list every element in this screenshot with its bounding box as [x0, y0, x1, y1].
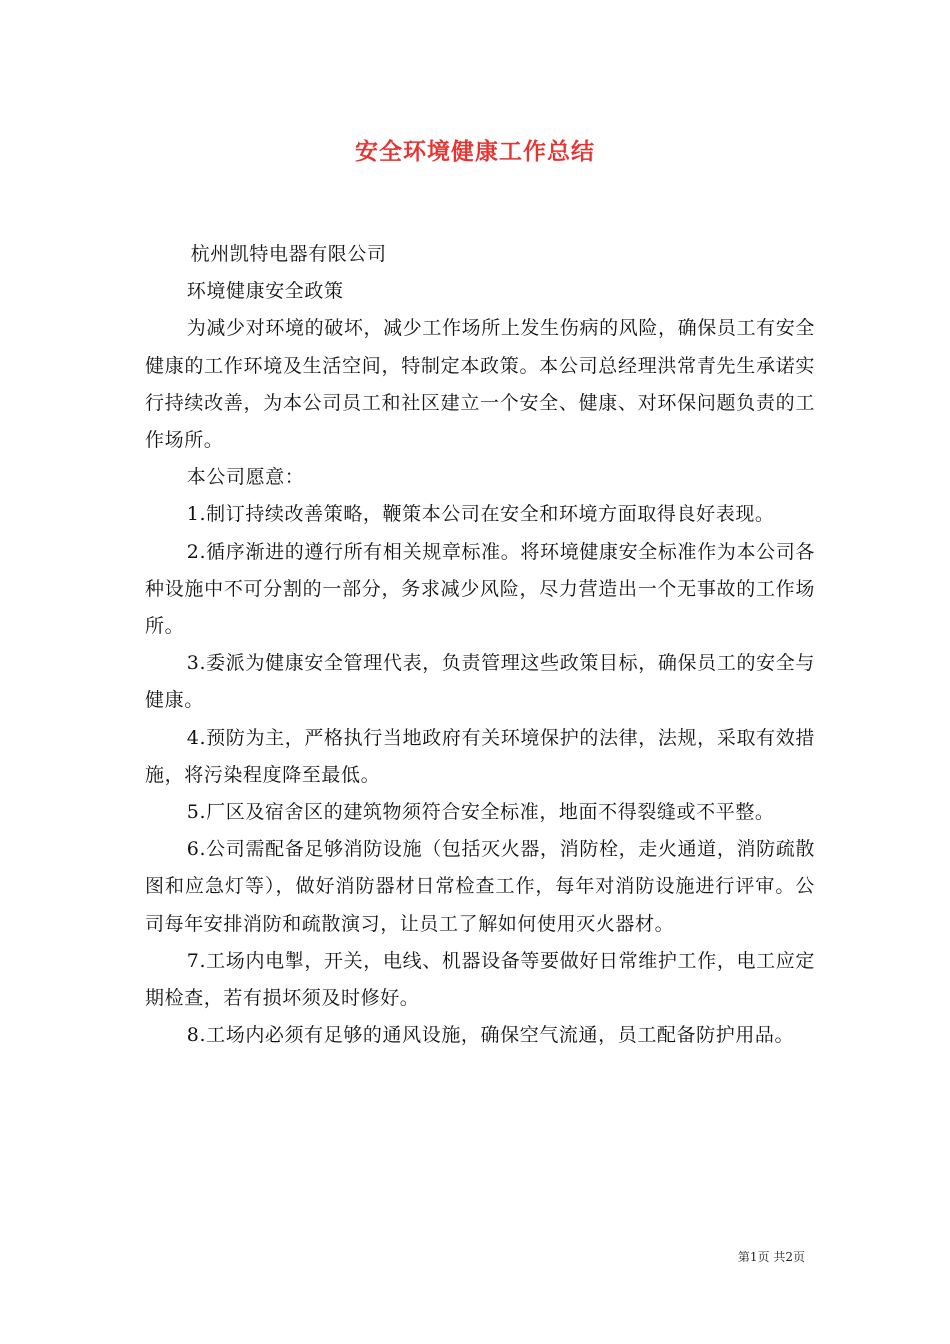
policy-item-3: 3.委派为健康安全管理代表，负责管理这些政策目标，确保员工的安全与健康。: [145, 652, 815, 712]
company-name: 杭州凯特电器有限公司: [190, 243, 387, 265]
wish-heading: 本公司愿意：: [186, 466, 305, 489]
policy-item-8: 8.工场内必须有足够的通风设施，确保空气流通，员工配备防护用品。: [186, 1024, 795, 1047]
intro-paragraph: 为减少对环境的破坏，减少工作场所上发生伤病的风险，确保员工有安全健康的工作环境及生活空间，特制定本政策。本公司总经理洪常青先生承诺实行持续改善，为本公司员工和社区建立一个安全、健康、对环保问题负责的工作场所。: [145, 317, 815, 452]
policy-item-2: 2.循序渐进的遵行所有相关规章标准。将环境健康安全标准作为本公司各种设施中不可分割的一部分，务求减少风险，尽力营造出一个无事故的工作场所。: [145, 540, 815, 638]
page-number: 第1页 共2页: [737, 1250, 805, 1264]
policy-item-4: 4.预防为主，严格执行当地政府有关环境保护的法律，法规，采取有效措施，将污染程度降至最低。: [145, 726, 815, 786]
policy-item-1: 1.制订持续改善策略，鞭策本公司在安全和环境方面取得良好表现。: [186, 503, 775, 526]
policy-item-5: 5.厂区及宿舍区的建筑物须符合安全标准，地面不得裂缝或不平整。: [186, 801, 775, 824]
document-title: 安全环境健康工作总结: [355, 139, 595, 165]
policy-title: 环境健康安全政策: [186, 280, 344, 303]
document-body: [145, 236, 815, 1054]
policy-item-7: 7.工场内电掣，开关，电线、机器设备等要做好日常维护工作，电工应定期检查，若有损坏须及时修好。: [145, 949, 815, 1010]
policy-item-6: 6.公司需配备足够消防设施（包括灭火器，消防栓，走火通道，消防疏散图和应急灯等），做好消防器材日常检查工作，每年对消防设施进行评审。公司每年安排消防和疏散演习，让员工了解如何使用灭火器材。: [145, 838, 815, 935]
